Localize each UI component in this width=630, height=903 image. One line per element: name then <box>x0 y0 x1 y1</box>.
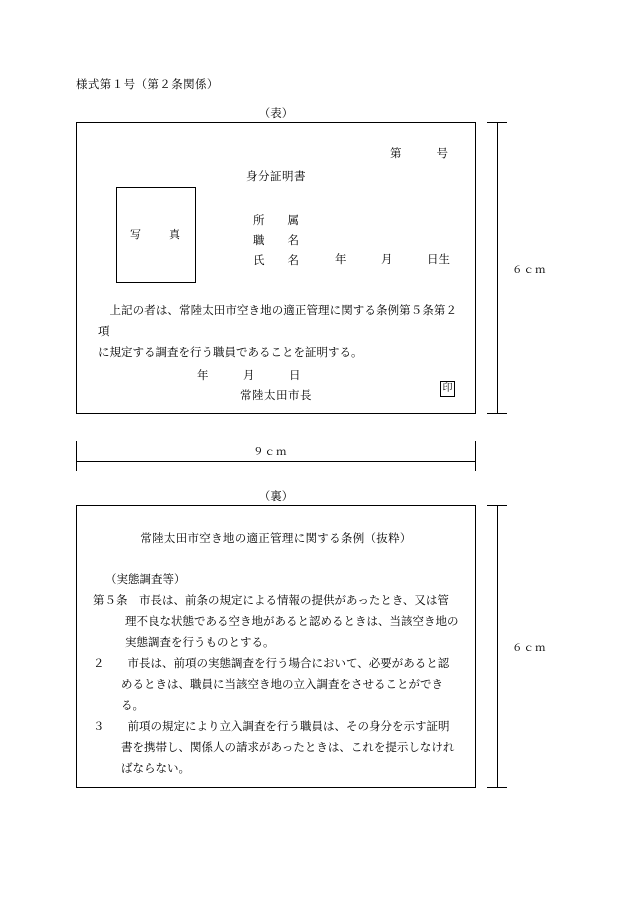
photo-label: 写 真 <box>130 229 182 241</box>
front-height-tick-bottom <box>487 413 507 414</box>
id-card-back <box>76 505 476 788</box>
certification-text <box>98 301 457 364</box>
card-number-label: 第 <box>390 148 403 160</box>
back-height-tick-top <box>487 505 507 506</box>
field-birthdate-line: 年 月 日生 <box>335 254 450 266</box>
ordinance-paragraph-3: ３ 前項の規定により立入調査を行う職員は、その身分を示す証明書を携帯し、関係人の請求があったときは、これを提示しなければならない。 <box>93 721 455 775</box>
front-side-caption: （表） <box>258 108 294 120</box>
ordinance-paragraph-2: ２ 市長は、前項の実態調査を行う場合において、必要があると認めるときは、職員に当該空き地の立入調査をさせることができる。 <box>93 658 450 712</box>
width-tick-left <box>76 441 77 471</box>
width-tick-right <box>475 441 476 471</box>
card-number-line <box>77 145 449 161</box>
front-height-label: ６ｃｍ <box>512 265 547 276</box>
certification-text-line1: 上記の者は、常陸太田市空き地の適正管理に関する条例第５条第２項 <box>98 305 457 338</box>
card-title: 身分証明書 <box>246 171 306 183</box>
seal-box: 印 <box>440 381 455 397</box>
field-row-name <box>253 251 299 271</box>
back-height-dimension-line <box>497 505 498 788</box>
form-number-heading: 様式第１号（第２条関係） <box>76 79 219 91</box>
ordinance-paragraph-1: 第５条 市長は、前条の規定による情報の提供があったとき、又は管理不良な状態である空き地があると認めるときは、当該空き地の実態調査を行うものとする。 <box>93 595 459 649</box>
field-label-name: 氏 名 <box>253 255 299 267</box>
back-height-tick-bottom <box>487 787 507 788</box>
photo-placeholder <box>116 187 196 283</box>
front-height-dimension-line <box>497 122 498 414</box>
width-label: ９ｃｍ <box>253 447 288 458</box>
field-label-affiliation: 所 属 <box>253 215 299 227</box>
issue-date-line: 年 月 日 <box>197 370 301 382</box>
field-row-affiliation <box>253 211 299 231</box>
ordinance-subheading: （実態調査等） <box>105 574 186 586</box>
card-field-list <box>253 211 299 271</box>
width-dimension-line <box>76 461 476 462</box>
card-number-unit: 号 <box>436 148 449 160</box>
certification-text-line2: に規定する調査を行う職員であることを証明する。 <box>98 347 363 359</box>
back-height-label: ６ｃｍ <box>512 643 547 654</box>
id-card-front <box>76 122 476 414</box>
ordinance-title: 常陸太田市空き地の適正管理に関する条例（抜粋） <box>140 533 412 545</box>
field-label-position: 職 名 <box>253 235 299 247</box>
field-row-position <box>253 231 299 251</box>
ordinance-excerpt <box>93 570 459 780</box>
issuer-name: 常陸太田市長 <box>240 390 312 402</box>
front-height-tick-top <box>487 122 507 123</box>
back-side-caption: （裏） <box>258 491 294 503</box>
